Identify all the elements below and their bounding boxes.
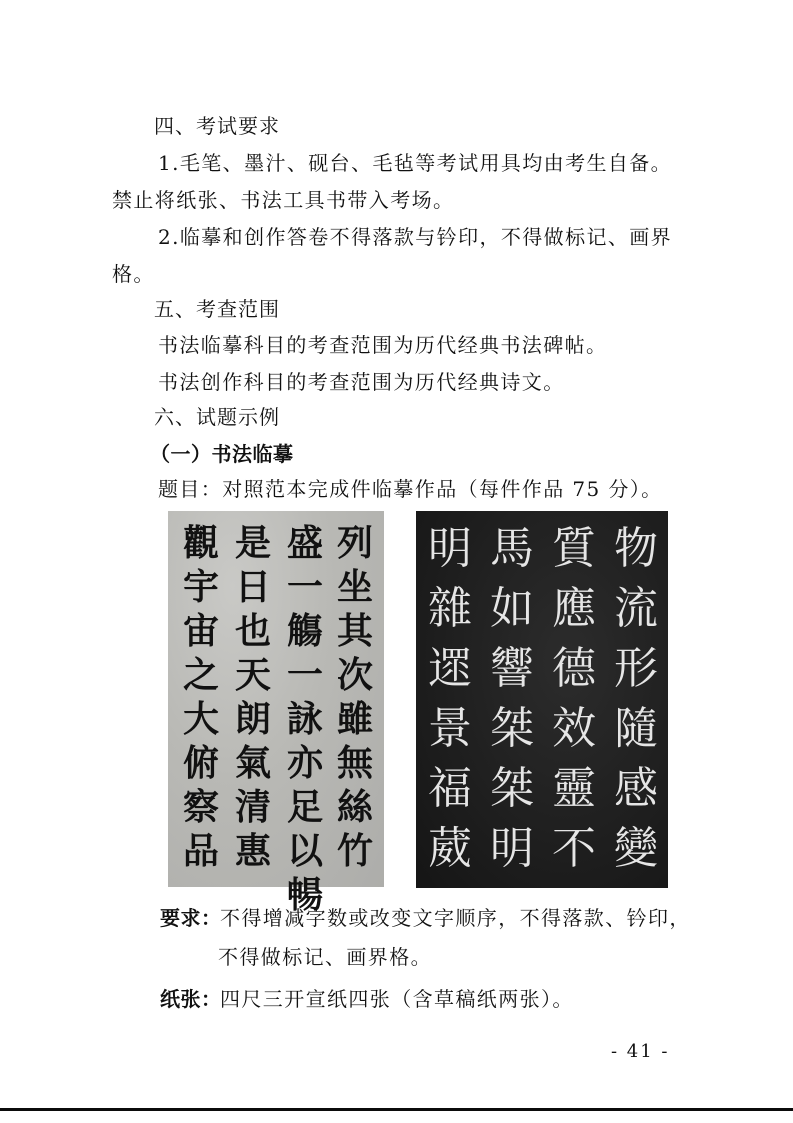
rubbing-right-char-2-3: 德 bbox=[552, 643, 596, 694]
rubbing-right-char-2-2: 應 bbox=[552, 583, 596, 634]
rubbing-right-char-3-3: 響 bbox=[490, 643, 534, 694]
page-bottom-rule bbox=[0, 1108, 793, 1111]
paper-text: 四尺三开宣纸四张（含草稿纸两张）。 bbox=[220, 987, 574, 1011]
rubbing-left-char-3-6: 氣 bbox=[234, 742, 271, 784]
rubbing-right-char-1-5: 感 bbox=[614, 763, 658, 814]
requirement-item-1-continued: 禁止将纸张、书法工具书带入考场。 bbox=[112, 188, 455, 212]
rubbing-left-char-4-6: 俯 bbox=[182, 742, 219, 784]
rubbing-right-char-4-1: 明 bbox=[428, 523, 472, 574]
rubbing-left-column-3 bbox=[228, 521, 278, 873]
rubbing-left-char-2-9: 暢 bbox=[286, 874, 323, 916]
rubbing-left-column-4 bbox=[176, 521, 226, 873]
rubbing-right-char-4-2: 雜 bbox=[428, 583, 472, 634]
rubbing-right-char-2-5: 靈 bbox=[552, 763, 596, 814]
requirement-label: 要求： bbox=[160, 906, 222, 930]
rubbing-right-char-4-6: 葳 bbox=[428, 823, 472, 874]
rubbing-left-char-3-2: 日 bbox=[234, 566, 271, 608]
rubbing-left-char-1-8: 竹 bbox=[336, 830, 373, 872]
rubbing-right-char-2-1: 質 bbox=[552, 523, 596, 574]
rubbing-right-char-1-2: 流 bbox=[614, 583, 658, 634]
rubbing-left-char-2-2: 一 bbox=[286, 566, 323, 608]
rubbing-left-char-4-7: 察 bbox=[182, 786, 219, 828]
rubbing-left-char-3-1: 是 bbox=[234, 522, 271, 564]
subsection-heading-copying: （一）书法临摹 bbox=[150, 442, 294, 466]
rubbing-left-char-3-3: 也 bbox=[234, 610, 271, 652]
rubbing-right-char-1-4: 隨 bbox=[614, 703, 658, 754]
requirement-item-2-continued: 格。 bbox=[112, 262, 155, 286]
task-description: 题目：对照范本完成件临摹作品（每件作品 75 分）。 bbox=[158, 477, 663, 501]
rubbing-right-char-1-6: 變 bbox=[614, 823, 658, 874]
rubbing-left-char-3-7: 清 bbox=[234, 786, 271, 828]
rubbing-right-char-2-6: 不 bbox=[552, 823, 596, 874]
section-heading-exam-requirements: 四、考试要求 bbox=[154, 114, 280, 138]
rubbing-right-char-4-3: 遝 bbox=[428, 643, 472, 694]
rubbing-left-char-4-1: 觀 bbox=[182, 522, 219, 564]
rubbing-left-column-2 bbox=[280, 521, 330, 917]
rubbing-left-char-4-2: 宇 bbox=[182, 566, 219, 608]
rubbing-left-char-3-8: 惠 bbox=[234, 830, 271, 872]
rubbing-left-char-1-6: 無 bbox=[336, 742, 373, 784]
rubbing-left-column-1 bbox=[330, 521, 380, 873]
rubbing-left-char-2-8: 以 bbox=[286, 830, 323, 872]
rubbing-right-column-4 bbox=[420, 519, 480, 879]
rubbing-left-char-2-1: 盛 bbox=[286, 522, 323, 564]
requirement-item-2: 2.临摹和创作答卷不得落款与钤印，不得做标记、画界 bbox=[158, 225, 673, 249]
page-number: - 41 - bbox=[611, 1041, 670, 1062]
rubbing-left-char-4-4: 之 bbox=[182, 654, 219, 696]
rubbing-left-char-1-4: 次 bbox=[336, 654, 373, 696]
section-heading-exam-scope: 五、考查范围 bbox=[154, 297, 280, 321]
rubbing-right-char-3-6: 明 bbox=[490, 823, 534, 874]
rubbing-right-char-1-1: 物 bbox=[614, 523, 658, 574]
rubbing-right-column-2 bbox=[544, 519, 604, 879]
rubbing-left-char-4-5: 大 bbox=[182, 698, 219, 740]
rubbing-right-column-1 bbox=[606, 519, 666, 879]
requirement-text-line-1: 不得增减字数或改变文字顺序，不得落款、钤印， bbox=[220, 906, 691, 930]
rubbing-image-light bbox=[168, 511, 384, 916]
scope-line-copying: 书法临摹科目的考查范围为历代经典书法碑帖。 bbox=[158, 333, 608, 357]
rubbing-left-char-1-2: 坐 bbox=[336, 566, 373, 608]
rubbing-left-char-1-5: 雖 bbox=[336, 698, 373, 740]
rubbing-left-char-2-4: 一 bbox=[286, 654, 323, 696]
rubbing-left-char-3-4: 天 bbox=[234, 654, 271, 696]
rubbing-left-char-4-3: 宙 bbox=[182, 610, 219, 652]
rubbing-right-char-3-2: 如 bbox=[490, 583, 534, 634]
requirement-item-1: 1.毛笔、墨汁、砚台、毛毡等考试用具均由考生自备。 bbox=[158, 151, 673, 175]
scope-line-creation: 书法创作科目的考查范围为历代经典诗文。 bbox=[158, 370, 565, 394]
paper-label: 纸张： bbox=[160, 987, 222, 1011]
rubbing-left-char-4-8: 品 bbox=[182, 830, 219, 872]
rubbing-left-char-2-6: 亦 bbox=[286, 742, 323, 784]
rubbing-right-char-3-1: 馬 bbox=[490, 523, 534, 574]
rubbing-right-char-3-5: 桀 bbox=[490, 763, 534, 814]
rubbing-right-char-2-4: 效 bbox=[552, 703, 596, 754]
rubbing-right-char-3-4: 桀 bbox=[490, 703, 534, 754]
requirement-text-line-2: 不得做标记、画界格。 bbox=[218, 945, 432, 969]
rubbing-right-column-3 bbox=[482, 519, 542, 879]
rubbing-left-char-2-7: 足 bbox=[286, 786, 323, 828]
rubbing-right-char-1-3: 形 bbox=[614, 643, 658, 694]
section-heading-sample-questions: 六、试题示例 bbox=[154, 405, 280, 429]
rubbing-left-char-1-1: 列 bbox=[336, 522, 373, 564]
rubbing-right-char-4-5: 福 bbox=[428, 763, 472, 814]
rubbing-image-dark bbox=[416, 511, 668, 888]
rubbing-left-char-2-3: 觴 bbox=[286, 610, 323, 652]
rubbing-left-char-3-5: 朗 bbox=[234, 698, 271, 740]
rubbing-right-char-4-4: 景 bbox=[428, 703, 472, 754]
rubbing-left-char-1-7: 絲 bbox=[336, 786, 373, 828]
rubbing-left-char-2-5: 詠 bbox=[286, 698, 323, 740]
rubbing-left-char-1-3: 其 bbox=[336, 610, 373, 652]
